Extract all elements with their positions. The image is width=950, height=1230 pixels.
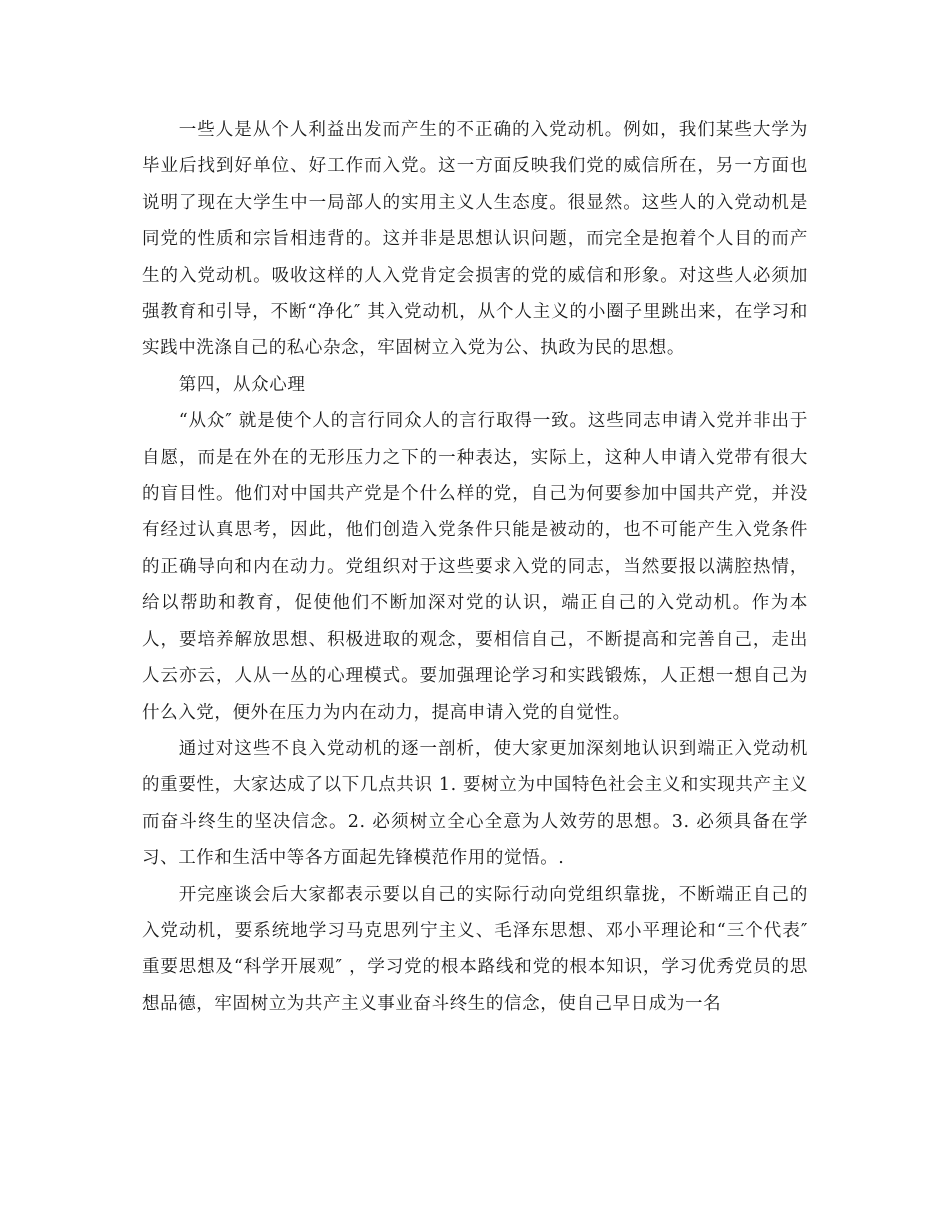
paragraph-conclusion: 开完座谈会后大家都表示要以自己的实际行动向党组织靠拢，不断端正自己的入党动机，要系统地学习马克思列宁主义、毛泽东思想、邓小平理论和“三个代表″ 重要思想及“科学开展观″ ，学习党的根本路线和党的根本知识，学习优秀党员的思想品德，牢固树立为共产主义事业奋斗终生的信念，使自己早日成为一名 — [142, 884, 808, 1014]
document-body — [142, 112, 808, 1022]
section-heading-conformity: 第四，从众心理 — [178, 374, 306, 395]
paragraph-conformity: “从众″ 就是使个人的言行同众人的言行取得一致。这些同志申请入党并非出于自愿，而是在外在的无形压力之下的一种表达，实际上，这种人申请入党带有很大的盲目性。他们对中国共产党是个什么样的党，自己为何要参加中国共产党，并没有经过认真思考，因此，他们创造入党条件只能是被动的，也不可能产生入党条件的正确导向和内在动力。党组织对于这些要求入党的同志，当然要报以满腔热情，给以帮助和教育，促使他们不断加深对党的认识，端正自己的入党动机。作为本人，要培养解放思想、积极进取的观念，要相信自己，不断提高和完善自己，走出人云亦云，人从一丛的心理模式。要加强理论学习和实践锻炼，人正想一想自己为什么入党，便外在压力为内在动力，提高申请入党的自觉性。 — [142, 411, 808, 723]
paragraph-motive-personal-interest: 一些人是从个人利益出发而产生的不正确的入党动机。例如，我们某些大学为毕业后找到好单位、好工作而入党。这一方面反映我们党的威信所在，另一方面也说明了现在大学生中一局部人的实用主义人生态度。很显然。这些人的入党动机是同党的性质和宗旨相违背的。这并非是思想认识问题，而完全是抱着个人目的而产生的入党动机。吸收这样的人入党肯定会损害的党的威信和形象。对这些人必须加强教育和引导，不断“净化″ 其入党动机，从个人主义的小圈子里跳出来，在学习和实践中洗涤自己的私心杂念，牢固树立入党为公、执政为民的思想。 — [142, 120, 808, 359]
paragraph-consensus: 通过对这些不良入党动机的逐一剖析，使大家更加深刻地认识到端正入党动机的重要性，大家达成了以下几点共识 1. 要树立为中国特色社会主义和实现共产主义而奋斗终生的坚决信念。2. 必须树立全心全意为人效劳的思想。3. 必须具备在学习、工作和生活中等各方面起先锋模范作用的觉悟。. — [142, 738, 808, 869]
